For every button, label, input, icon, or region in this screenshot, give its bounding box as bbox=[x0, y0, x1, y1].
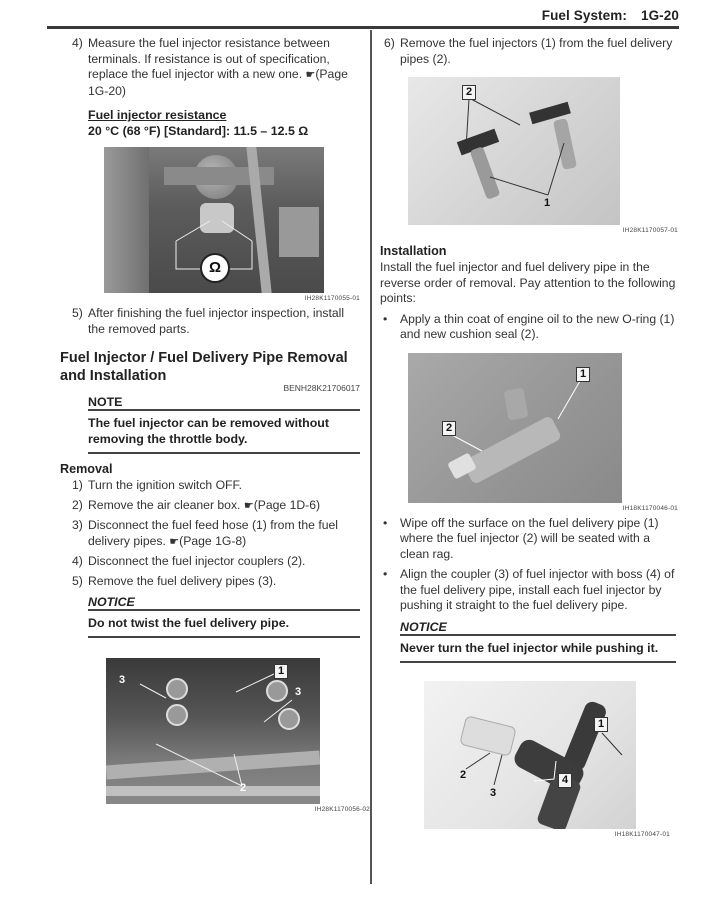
callout-2: 2 bbox=[460, 768, 467, 781]
section-title: Fuel Injector / Fuel Delivery Pipe Removal and Installation bbox=[60, 350, 348, 384]
figure-id: IH28K1170056-02 bbox=[314, 806, 370, 813]
figure-injector-resistance bbox=[104, 147, 360, 302]
column-divider bbox=[370, 30, 372, 884]
ohmmeter-symbol: Ω bbox=[200, 253, 230, 283]
figure-id: IH28K1170057-01 bbox=[622, 227, 678, 234]
callout-2: 2 bbox=[240, 782, 247, 794]
callout-3-right: 3 bbox=[295, 686, 302, 698]
bullet-text: Apply a thin coat of engine oil to the new O-ring (1) and new cushion seal (2). bbox=[400, 311, 675, 341]
step-text: Measure the fuel injector resistance between terminals. If resistance is out of specification, replace the fuel injector with a new one. bbox=[88, 36, 330, 81]
removal-step bbox=[68, 498, 360, 515]
pointing-hand-icon: ☛ bbox=[243, 499, 254, 512]
notice-label: NOTICE bbox=[400, 619, 447, 634]
pointing-hand-icon: ☛ bbox=[169, 535, 180, 548]
bullet-icon: • bbox=[383, 567, 388, 581]
bullet-text: Align the coupler (3) of fuel injector with boss (4) of the fuel delivery pipe, install each fuel injector by pushing it straight to the fuel delivery pipe. bbox=[400, 567, 675, 612]
bullet-text: Wipe off the surface on the fuel delivery pipe (1) where the fuel injector (2) will be seated with a clean rag. bbox=[400, 515, 659, 561]
notice-label: NOTICE bbox=[88, 595, 135, 609]
callout-3: 3 bbox=[490, 786, 497, 799]
step-text: Remove the air cleaner box. bbox=[88, 497, 241, 512]
document-id: BENH28K21706017 bbox=[283, 383, 360, 393]
installation-bullets bbox=[380, 516, 676, 614]
photo-injectors-and-pipes bbox=[408, 77, 620, 225]
step-5 bbox=[68, 306, 360, 337]
left-column bbox=[60, 36, 370, 813]
page-ref-link[interactable]: (Page 1G-8) bbox=[179, 533, 247, 548]
page-ref-link[interactable]: (Page 1D-6) bbox=[253, 497, 321, 512]
step-text: Disconnect the fuel injector couplers (2). bbox=[88, 554, 306, 568]
step-number: 2) bbox=[72, 497, 83, 512]
callout-1: 1 bbox=[594, 717, 608, 732]
installation-bullet bbox=[380, 312, 676, 343]
callout-1: 1 bbox=[576, 367, 590, 382]
removal-title: Removal bbox=[60, 462, 113, 476]
note-label: NOTE bbox=[88, 395, 123, 409]
header-rule bbox=[47, 26, 679, 29]
removal-step bbox=[68, 554, 360, 570]
resistance-spec bbox=[88, 107, 360, 139]
page-number: 1G-20 bbox=[640, 8, 679, 23]
notice-text: Never turn the fuel injector while pushing it. bbox=[400, 634, 676, 663]
spec-title: Fuel injector resistance bbox=[88, 108, 227, 122]
installation-title: Installation bbox=[380, 244, 447, 258]
removal-steps bbox=[68, 478, 360, 589]
figure-id: IH18K1170046-01 bbox=[622, 504, 678, 512]
figure-id: IH28K1170055-01 bbox=[304, 295, 360, 302]
step-text: After finishing the fuel injector inspection, install the removed parts. bbox=[88, 306, 345, 336]
leader-lines bbox=[106, 658, 320, 804]
step-number: 3) bbox=[72, 518, 83, 532]
step-text: Disconnect the fuel feed hose (1) from the fuel delivery pipes. bbox=[88, 518, 338, 548]
removal-step bbox=[68, 574, 360, 590]
figure-injector-seals bbox=[408, 353, 678, 512]
step-text: Turn the ignition switch OFF. bbox=[88, 478, 242, 492]
step-6 bbox=[380, 36, 676, 67]
installation-bullet bbox=[380, 567, 676, 614]
pointing-hand-icon: ☛ bbox=[305, 69, 316, 81]
step-number: 5) bbox=[72, 306, 83, 320]
notice-text: Do not twist the fuel delivery pipe. bbox=[88, 609, 360, 638]
photo-engine-delivery-pipes bbox=[106, 658, 320, 804]
bullet-icon: • bbox=[383, 311, 388, 326]
spec-value: 20 °C (68 °F) [Standard]: 11.5 – 12.5 Ω bbox=[88, 124, 309, 138]
photo-throttle-body bbox=[104, 147, 324, 293]
photo-injector-coupler-boss bbox=[424, 681, 636, 829]
removal-step bbox=[68, 518, 360, 550]
callout-2: 2 bbox=[462, 85, 476, 100]
callout-1: 1 bbox=[544, 197, 551, 209]
figure-id: IH18K1170047-01 bbox=[614, 830, 670, 838]
callout-1: 1 bbox=[274, 664, 288, 679]
bullet-icon: • bbox=[383, 515, 388, 530]
step-number: 6) bbox=[384, 36, 395, 50]
callout-4: 4 bbox=[558, 773, 572, 788]
figure-injector-install bbox=[424, 681, 670, 838]
step-number: 5) bbox=[72, 573, 83, 588]
right-column bbox=[380, 36, 676, 838]
figure-injectors-removed bbox=[408, 77, 678, 234]
installation-bullet bbox=[380, 516, 676, 563]
installation-intro: Install the fuel injector and fuel delivery pipe in the reverse order of removal. Pay attention to the following points: bbox=[380, 260, 676, 305]
header-title bbox=[542, 8, 679, 23]
leader-lines bbox=[424, 681, 636, 829]
callout-2: 2 bbox=[442, 421, 456, 436]
step-number: 4) bbox=[72, 554, 83, 568]
step-4 bbox=[68, 36, 360, 99]
page-ref-link[interactable]: (Page 1G-20) bbox=[88, 67, 348, 98]
header-section: Fuel System: bbox=[541, 8, 627, 23]
note-text: The fuel injector can be removed without removing the throttle body. bbox=[88, 409, 360, 454]
removal-step bbox=[68, 478, 360, 494]
callout-3-left: 3 bbox=[119, 674, 126, 686]
step-text: Remove the fuel delivery pipes (3). bbox=[88, 573, 277, 588]
photo-injector-oring bbox=[408, 353, 622, 503]
leader-lines bbox=[408, 77, 620, 225]
step-number: 1) bbox=[72, 478, 83, 492]
figure-delivery-pipes bbox=[106, 658, 370, 813]
step-number: 4) bbox=[72, 36, 83, 50]
step-text: Remove the fuel injectors (1) from the fuel delivery pipes (2). bbox=[400, 36, 673, 66]
